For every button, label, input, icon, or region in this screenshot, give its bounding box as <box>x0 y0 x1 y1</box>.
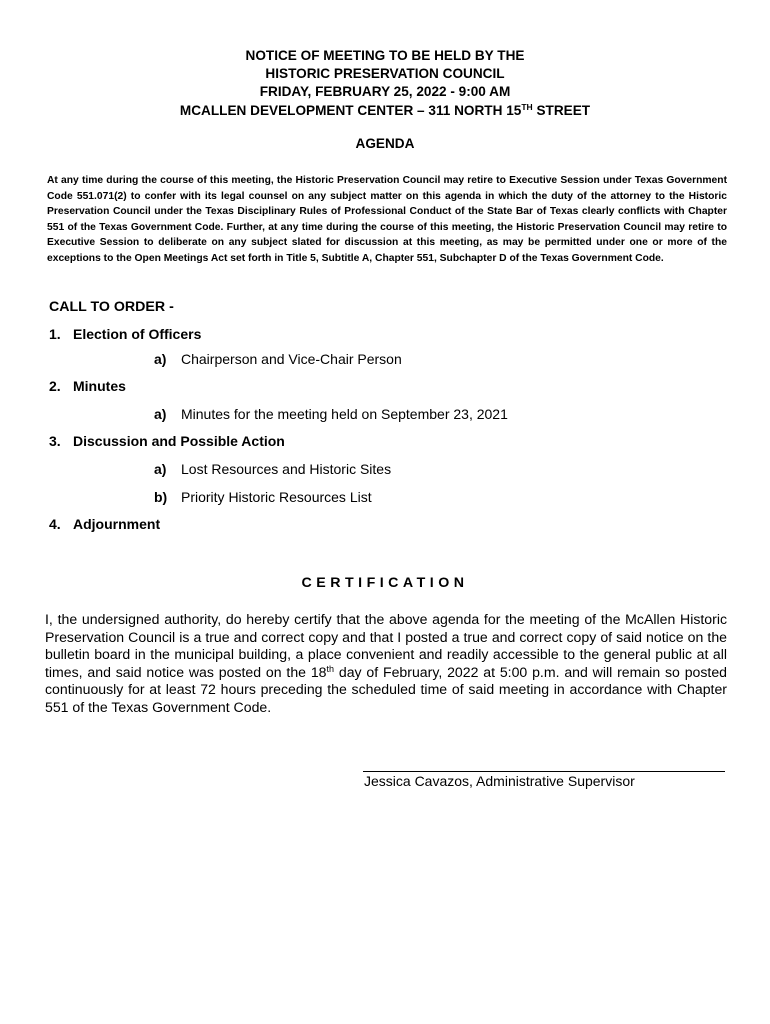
certification-title: CERTIFICATION <box>301 575 469 591</box>
agenda-subitem-3a <box>154 461 391 477</box>
agenda-item-number: 1. <box>49 326 61 342</box>
agenda-item-number: 3. <box>49 433 61 449</box>
meeting-header <box>0 47 770 120</box>
agenda-item-title: Discussion and Possible Action <box>73 433 285 449</box>
header-line-4 <box>0 102 770 120</box>
certification-text: I, the undersigned authority, do hereby certify that the above agenda for the meeting of the McAllen Historic Preservation Council is a true and correct copy and that I posted a true and correct copy of said notice on the bulletin board in the municipal building, a place convenient and readily accessible to the general public at all times, and said notice was posted on the 18 <box>45 611 727 680</box>
header-line-3: FRIDAY, FEBRUARY 25, 2022 - 9:00 AM <box>259 84 511 100</box>
header-line-4-text: MCALLEN DEVELOPMENT CENTER – 311 NORTH 15 <box>179 102 522 118</box>
executive-session-notice: At any time during the course of this meeting, the Historic Preservation Council may retire to Executive Session under Texas Government Code 551.071(2) to confer with its legal counsel on any subject matter on this agenda in which the duty of the attorney to the Historic Preservation Council under the Texas Disciplinary Rules of Professional Conduct of the State Bar of Texas clearly conflicts with Chapter 551 of the Texas Government Code. Further, at any time during the course of this meeting, the Historic Preservation Council may retire to Executive Session to deliberate on any subject slated for discussion at this meeting, as may be permitted under one or more of the exceptions to the Open Meetings Act set forth in Title 5, Subtitle A, Chapter 551, Subchapter D of the Texas Government Code. <box>47 175 727 264</box>
agenda-item-number: 2. <box>49 378 61 394</box>
agenda-subitem-3b <box>154 489 372 505</box>
subitem-text: Chairperson and Vice-Chair Person <box>181 351 402 367</box>
signatory-name: Jessica Cavazos, Administrative Supervisor <box>364 773 635 789</box>
agenda-subitem-1a <box>154 351 402 367</box>
agenda-item-2 <box>49 378 126 394</box>
header-line-1: NOTICE OF MEETING TO BE HELD BY THE <box>245 48 525 63</box>
subitem-letter: a) <box>154 406 167 422</box>
agenda-subitem-2a <box>154 406 508 422</box>
certification-day-suffix: th <box>326 663 335 674</box>
agenda-item-4 <box>49 516 160 532</box>
agenda-item-3 <box>49 433 285 449</box>
subitem-text: Lost Resources and Historic Sites <box>181 461 392 477</box>
call-to-order: CALL TO ORDER - <box>49 299 174 315</box>
header-line-2: HISTORIC PRESERVATION COUNCIL <box>265 66 505 82</box>
subitem-letter: a) <box>154 351 167 367</box>
agenda-item-number: 4. <box>49 516 61 532</box>
agenda-item-title: Election of Officers <box>73 326 202 342</box>
signature-line <box>363 771 725 772</box>
agenda-item-title: Adjournment <box>73 516 161 532</box>
subitem-text: Priority Historic Resources List <box>181 489 372 505</box>
header-line-4-tail: STREET <box>532 102 591 118</box>
agenda-item-1 <box>49 326 201 342</box>
subitem-letter: a) <box>154 461 167 477</box>
agenda-item-title: Minutes <box>73 378 126 394</box>
header-line-4-superscript: TH <box>521 101 533 112</box>
certification-text-tail: day of February, 2022 at 5:00 p.m. and will remain so posted continuously for at least 72 hours preceding the scheduled time of said meeting in accordance with Chapter 551 of the Texas Government Code. <box>45 663 728 715</box>
certification-body <box>45 611 727 717</box>
subitem-letter: b) <box>154 489 168 505</box>
subitem-text: Minutes for the meeting held on September 23, 2021 <box>181 406 508 422</box>
agenda-title: AGENDA <box>355 136 415 151</box>
